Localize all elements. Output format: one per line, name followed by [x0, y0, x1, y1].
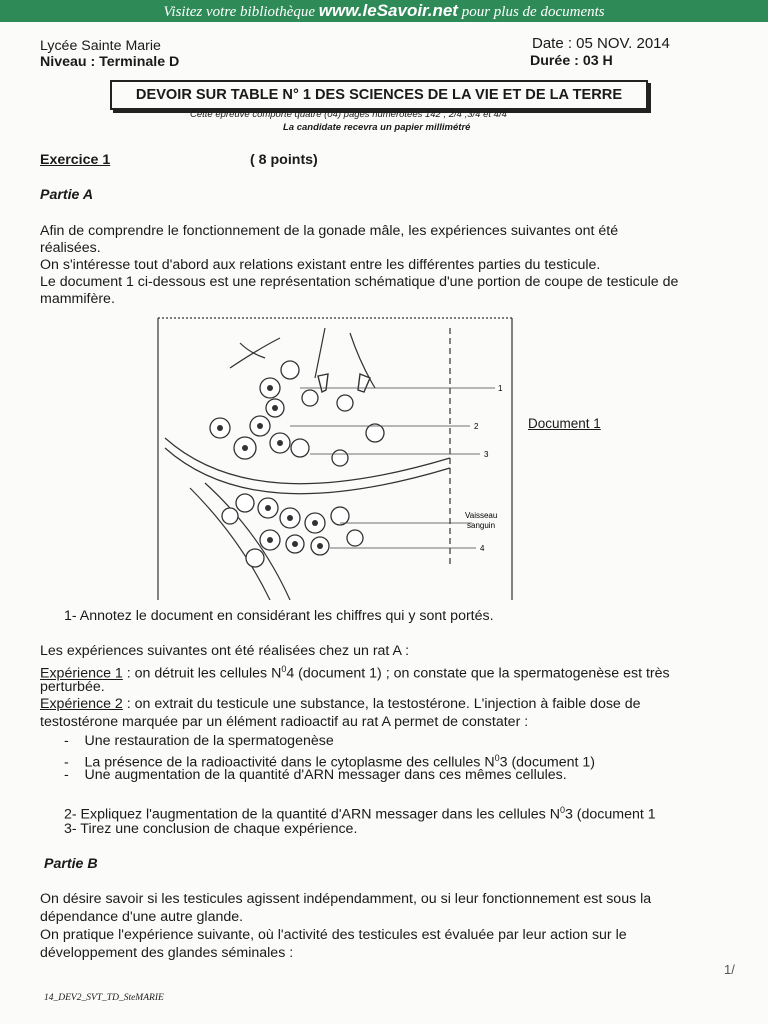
exam-title: DEVOIR SUR TABLE N° 1 DES SCIENCES DE LA VIE ET DE LA TERRE — [110, 80, 648, 110]
exam-date: Date : 05 NOV. 2014 — [532, 35, 670, 52]
exam-duration: Durée : 03 H — [530, 53, 613, 69]
subtitle-pages: Cette épreuve comporte quatre (04) pages numérotées 142 ; 2/4 ;3/4 et 4/4 — [190, 109, 507, 120]
bullet-item: - Une restauration de la spermatogenèse — [64, 733, 334, 749]
flagella — [315, 328, 325, 378]
experiment-2: testostérone marquée par un élément radioactif au rat A permet de constater : — [40, 714, 529, 730]
exercise-points: ( 8 points) — [250, 152, 318, 168]
callout-3: 3 — [484, 450, 489, 459]
page-number: 1/ — [724, 962, 735, 977]
experiment-1: Expérience 1 : on détruit les cellules $N^04$ (document 1) ; on constate que la spermatogenèse est très — [40, 664, 670, 682]
callout-1: 1 — [498, 384, 503, 393]
level: Niveau : Terminale D — [40, 54, 180, 70]
part-b-heading: Partie B — [44, 856, 98, 872]
part-a-paragraph: Afin de comprendre le fonctionnement de la gonade mâle, les expériences suivantes ont été — [40, 223, 619, 239]
part-a-paragraph: On s'intéresse tout d'abord aux relations existant entre les différentes parties du testicule. — [40, 257, 601, 273]
part-a-paragraph: mammifère. — [40, 291, 115, 307]
tubule-wall — [165, 448, 450, 494]
vessel-label: sanguin — [467, 521, 496, 530]
vessel-label: Vaisseau — [465, 511, 498, 520]
callout-4: 4 — [480, 544, 485, 553]
footer-code: 14_DEV2_SVT_TD_SteMARIE — [44, 993, 164, 1003]
site-link[interactable]: www.leSavoir.net — [318, 1, 458, 20]
bullet-item: - La présence de la radioactivité dans le cytoplasme des cellules $N^03$ (document 1) — [64, 753, 596, 771]
part-b-paragraph: dépendance d'une autre glande. — [40, 909, 244, 925]
spermatozoa-heads — [318, 374, 370, 392]
part-a-heading: Partie A — [40, 187, 94, 203]
part-b-paragraph: développement des glandes séminales : — [40, 945, 294, 961]
question-3: 3- Tirez une conclusion de chaque expérience. — [64, 821, 358, 837]
question-2: 2- Expliquez l'augmentation de la quantité d'ARN messager dans les cellules $N^03$ (document 1 — [64, 805, 656, 823]
school-name: Lycée Sainte Marie — [40, 38, 161, 54]
callout-2: 2 — [474, 422, 479, 431]
experiment-2: Expérience 2 : on extrait du testicule une substance, la testostérone. L'injection à faible dose de — [40, 696, 641, 712]
flagella — [230, 338, 280, 368]
question-1: 1- Annotez le document en considérant les chiffres qui y sont portés. — [64, 608, 494, 624]
subtitle-paper: La candidate recevra un papier millimétré — [283, 122, 471, 133]
part-a-paragraph: réalisées. — [40, 240, 101, 256]
testis-section-diagram — [150, 308, 522, 600]
bullet-item: - Une augmentation de la quantité d'ARN messager dans ces mêmes cellules. — [64, 767, 567, 783]
experiment-1: perturbée. — [40, 679, 105, 695]
cells — [210, 361, 384, 567]
experiments-intro: Les expériences suivantes ont été réalisées chez un rat A : — [40, 643, 410, 659]
part-b-paragraph: On désire savoir si les testicules agissent indépendamment, ou si leur fonctionnement est sous la — [40, 891, 652, 907]
part-a-paragraph: Le document 1 ci-dessous est une représentation schématique d'une portion de coupe de testicule de — [40, 274, 679, 290]
flagella — [240, 343, 265, 358]
top-banner[interactable]: Visitez votre bibliothèque www.leSavoir.net pour plus de documents — [0, 0, 768, 22]
exercise-label: Exercice 1 — [40, 152, 111, 168]
document-1-label: Document 1 — [528, 416, 601, 431]
part-b-paragraph: On pratique l'expérience suivante, où l'activité des testicules est évaluée par leur action sur le — [40, 927, 627, 943]
